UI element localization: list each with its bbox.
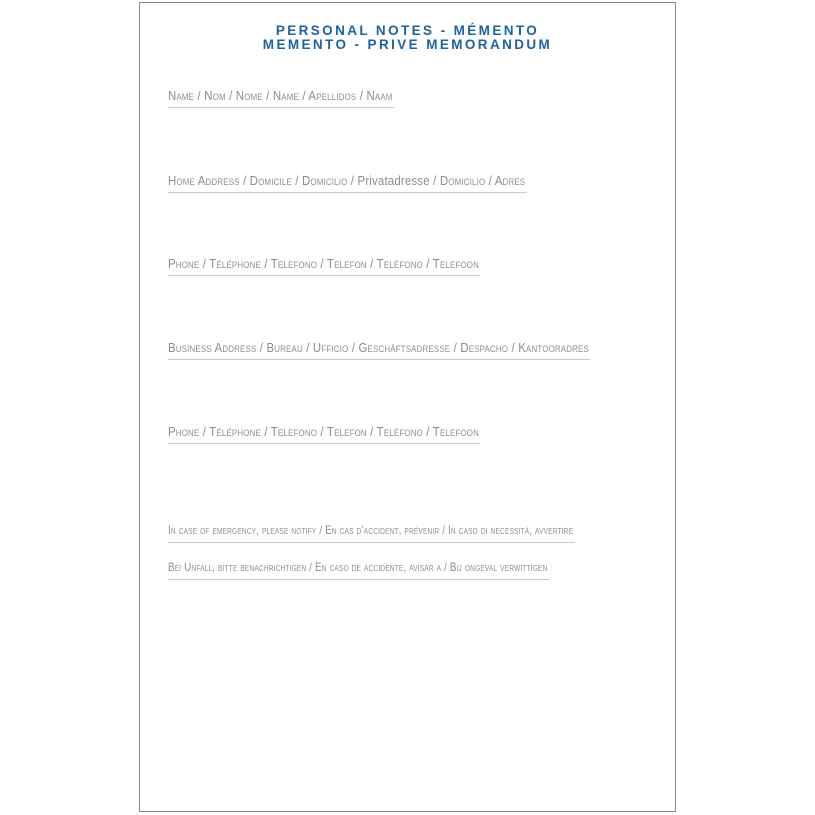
- field-label-home-address-pre: Home Address / Domicile / Domicilio /: [168, 173, 358, 188]
- field-label-emergency-notify-line-2: Bei Unfall, bitte benachrichtigen / En caso de accidente, avisar a / Bij ongeval verwittigen: [168, 560, 549, 580]
- field-label-home-address: [168, 173, 527, 193]
- field-label-phone-business: Phone / Téléphone / Telefono / Telefon / Teléfono / Telefoon: [168, 424, 481, 444]
- page-title-line-2: MEMENTO - PRIVE MEMORANDUM: [262, 37, 553, 52]
- page-sheet: [139, 2, 676, 812]
- field-label-name: Name / Nom / Nome / Name / Apellidos / Naam: [168, 88, 394, 108]
- page-title: [140, 24, 675, 52]
- field-label-home-address-german: Privatadresse: [357, 173, 430, 188]
- page-title-line-1: PERSONAL NOTES - MÉMENTO: [275, 23, 540, 38]
- field-label-emergency-notify-line-1: In case of emergency, please notify / En cas d’accident, prévenir / In caso di necessità, avvertire: [168, 523, 575, 543]
- field-label-business-address: Business Address / Bureau / Ufficio / Geschäftsadresse / Despacho / Kantooradres: [168, 340, 591, 360]
- field-label-phone-home: Phone / Téléphone / Telefono / Telefon / Teléfono / Telefoon: [168, 256, 481, 276]
- field-label-home-address-post: / Domicilio / Adres: [429, 173, 526, 188]
